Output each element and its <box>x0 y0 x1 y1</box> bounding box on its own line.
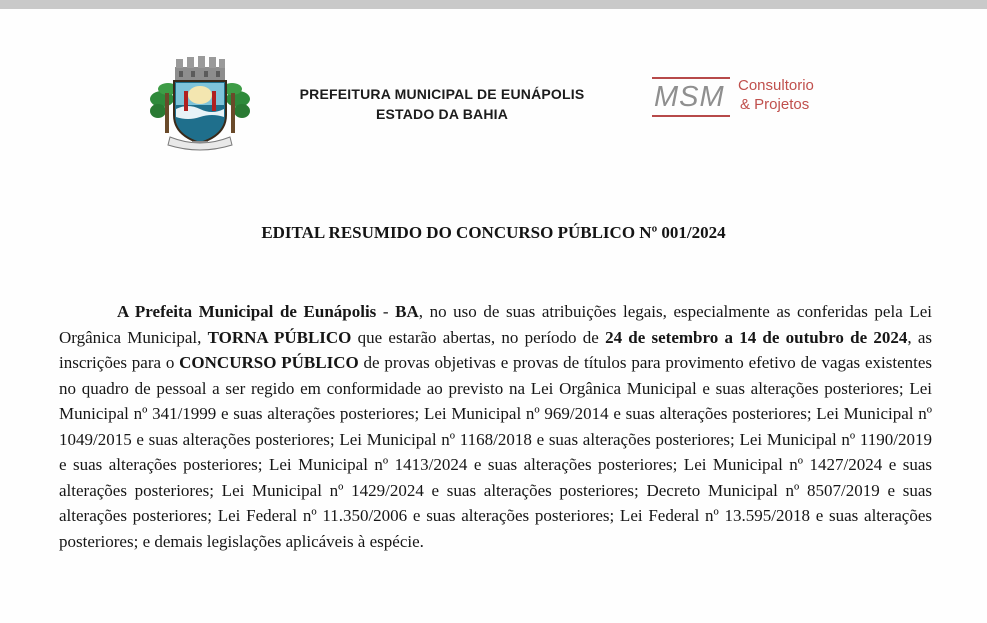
top-edge-bar <box>0 0 987 9</box>
municipal-coat-of-arms-icon <box>148 51 252 155</box>
mayor-reference: A Prefeita Municipal de Eunápolis <box>117 302 377 321</box>
legislation-text: de provas objetivas e provas de títulos para provimento efetivo de vagas existentes no quadro de pessoal a ser regido em conformidade ao previsto na Lei Orgânica Municipal e suas alterações posteriores; Lei Municipal nº 341/1999 e suas alterações posteriores; Lei Municipal nº 969/2014 e suas alterações posteriores; Lei Municipal nº 1049/2015 e suas alterações posteriores; Lei Municipal nº 1168/2018 e suas alterações posteriores; Lei Municipal nº 1190/2019 e suas alterações posteriores; Lei Municipal nº 1413/2024 e suas alterações posteriores; Lei Municipal nº 1427/2024 e suas alterações posteriores; Lei Municipal nº 1429/2024 e suas alterações posteriores; Decreto Municipal nº 8507/2019 e suas alterações posteriores; Lei Federal nº 11.350/2006 e suas alterações posteriores; Lei Federal nº 13.595/2018 e suas alterações posteriores; e demais legislações aplicáveis à espécie. <box>59 353 933 551</box>
registration-period: 24 de setembro a 14 de outubro de 2024 <box>605 327 908 347</box>
torna-publico: TORNA PÚBLICO <box>207 327 352 347</box>
state-abbreviation: BA <box>395 302 419 321</box>
edital-body <box>59 299 932 554</box>
text-segment: - <box>376 302 396 321</box>
logo-text-line2: & Projetos <box>740 96 810 113</box>
logo-abbreviation: MSM <box>654 81 725 113</box>
logo-text-line1: Consultorio <box>738 77 814 94</box>
logo-rule-bottom <box>652 115 730 117</box>
msm-logo <box>648 74 838 122</box>
state-name: ESTADO DA BAHIA <box>375 106 509 122</box>
concurso-publico: CONCURSO PÚBLICO <box>179 353 359 372</box>
government-header <box>262 84 622 124</box>
text-segment: , as inscrições para o <box>59 327 932 372</box>
edital-paragraph <box>59 299 932 554</box>
text-segment: , no uso de suas atribuições legais, especialmente as conferidas pela Lei Orgânica Municipal, <box>59 302 932 347</box>
text-segment: que estarão abertas, no período de <box>351 327 606 347</box>
document-title: EDITAL RESUMIDO DO CONCURSO PÚBLICO Nº 001/2024 <box>261 223 726 242</box>
municipality-name: PREFEITURA MUNICIPAL DE EUNÁPOLIS <box>299 86 585 102</box>
logo-rule-top <box>652 77 730 79</box>
